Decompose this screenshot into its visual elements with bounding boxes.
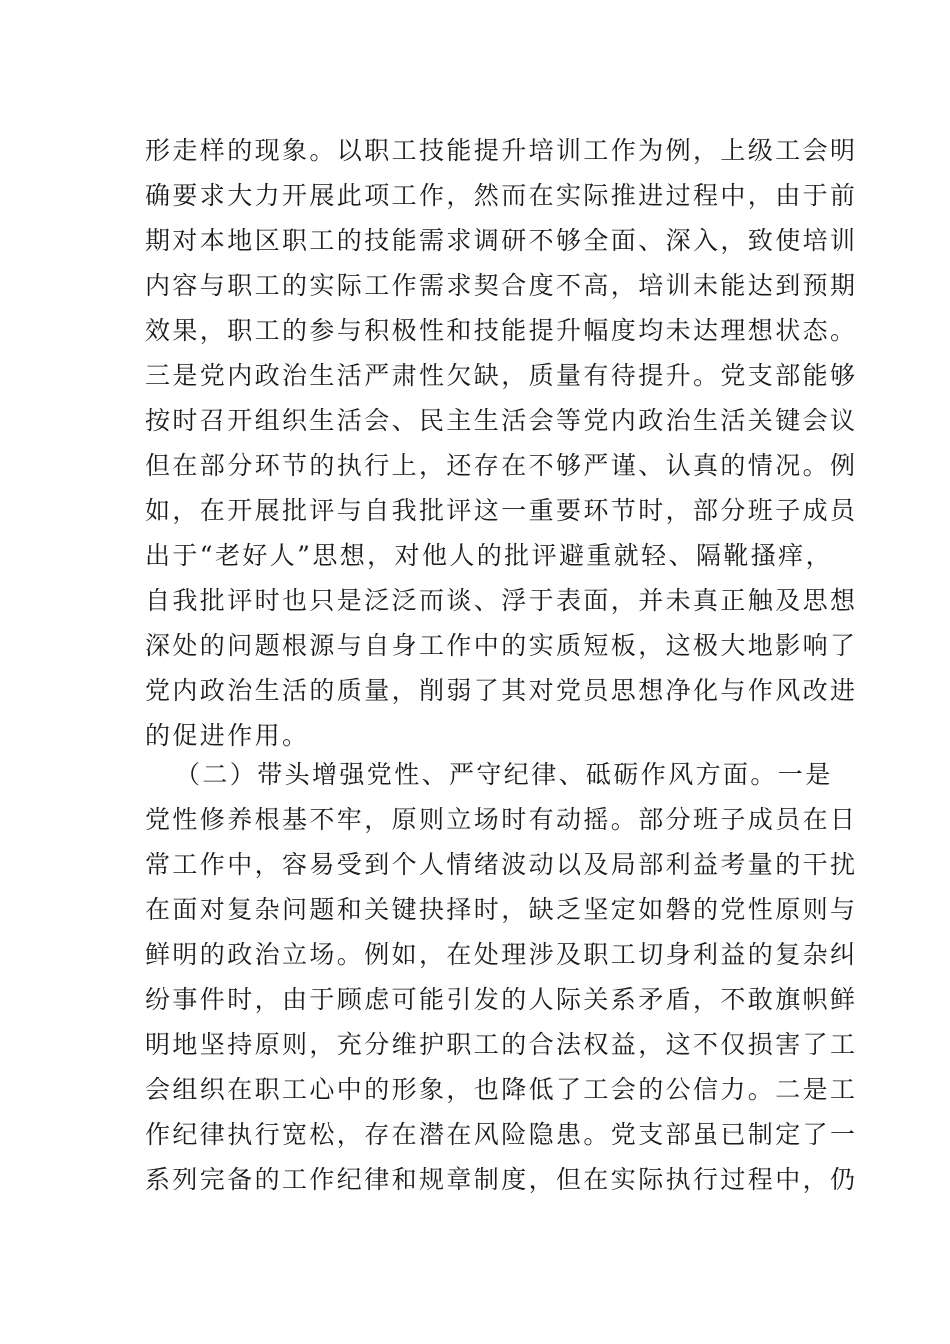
text-line: 党内政治生活的质量，削弱了其对党员思想净化与作风改进	[145, 676, 858, 705]
text-line: 效果，职工的参与积极性和技能提升幅度均未达理想状态。	[145, 316, 858, 345]
text-line: 的促进作用。	[145, 721, 310, 750]
text-line: 纷事件时，由于顾虑可能引发的人际关系矛盾，不敢旗帜鲜	[145, 985, 858, 1014]
paragraph-1	[145, 128, 858, 758]
text-line: 形走样的现象。以职工技能提升培训工作为例，上级工会明	[145, 136, 858, 165]
paragraph-2	[145, 752, 858, 1202]
paragraph-heading-line: （二）带头增强党性、严守纪律、砥砺作风方面。一是	[175, 760, 833, 789]
text-line: 按时召开组织生活会、民主生活会等党内政治生活关键会议	[145, 406, 858, 435]
text-line: 作纪律执行宽松，存在潜在风险隐患。党支部虽已制定了一	[145, 1120, 858, 1149]
text-line: 系列完备的工作纪律和规章制度，但在实际执行过程中，仍	[145, 1165, 858, 1194]
text-line: 明地坚持原则，充分维护职工的合法权益，这不仅损害了工	[145, 1030, 858, 1059]
text-line: 在面对复杂问题和关键抉择时，缺乏坚定如磐的党性原则与	[145, 895, 858, 924]
text-line: 自我批评时也只是泛泛而谈、浮于表面，并未真正触及思想	[145, 586, 858, 615]
text-line: 如，在开展批评与自我批评这一重要环节时，部分班子成员	[145, 496, 858, 525]
text-line: 但在部分环节的执行上，还存在不够严谨、认真的情况。例	[145, 451, 858, 480]
text-line: 出于“老好人”思想，对他人的批评避重就轻、隔靴搔痒，	[145, 541, 833, 570]
text-line: 三是党内政治生活严肃性欠缺，质量有待提升。党支部能够	[145, 361, 858, 390]
text-line: 党性修养根基不牢，原则立场时有动摇。部分班子成员在日	[145, 805, 858, 834]
text-line: 会组织在职工心中的形象，也降低了工会的公信力。二是工	[145, 1075, 858, 1104]
text-line: 鲜明的政治立场。例如，在处理涉及职工切身利益的复杂纠	[145, 940, 858, 969]
text-line: 深处的问题根源与自身工作中的实质短板，这极大地影响了	[145, 631, 858, 660]
text-line: 内容与职工的实际工作需求契合度不高，培训未能达到预期	[145, 271, 858, 300]
text-line: 期对本地区职工的技能需求调研不够全面、深入，致使培训	[145, 226, 858, 255]
text-line: 常工作中，容易受到个人情绪波动以及局部利益考量的干扰	[145, 850, 858, 879]
text-line: 确要求大力开展此项工作，然而在实际推进过程中，由于前	[145, 181, 858, 210]
